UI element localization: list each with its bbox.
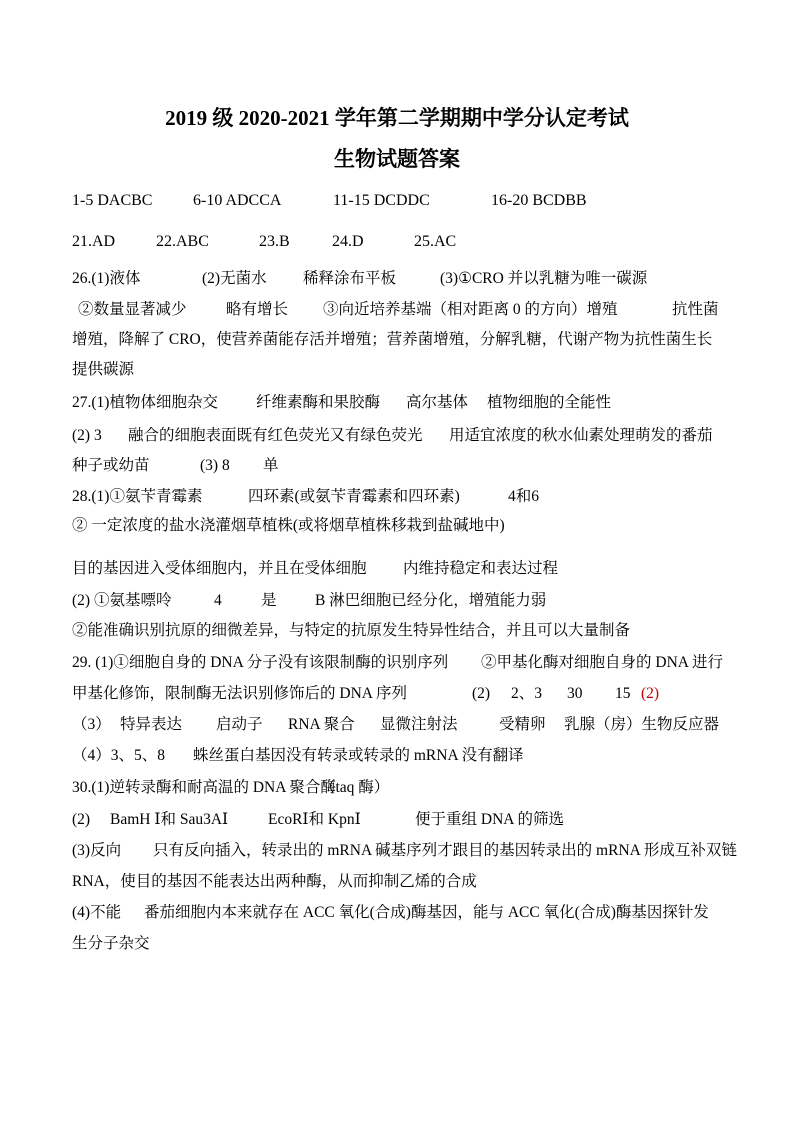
answer-line-q28-e [0,621,794,643]
answer-line-q28-d [0,591,794,613]
q27-part1a: 27.(1)植物体细胞杂交 [72,394,218,411]
q30-part2c: 便于重组 DNA 的筛选 [415,811,564,828]
answer-line-q29-d [0,746,794,768]
q28-part1e: 目的基因进入受体细胞内，并且在受体细胞 [72,560,367,577]
page-title: 2019 级 2020-2021 学年第二学期期中学分认定考试 [165,106,629,130]
answer-line-q26-c [0,330,794,352]
answer-line-q28-b [0,516,794,538]
answer-line-q26-b [0,300,794,322]
answer-line-q27-b [0,426,794,448]
q30-part3a: (3)反向 [72,842,122,859]
q28-part2b: 4 [214,592,222,609]
answer-line-q30-a [0,778,794,800]
answer-line-q30-e [0,903,794,925]
q29-part2c: 15 [615,685,631,702]
q26-part3e: 抗性菌 [672,301,719,318]
q26-part3c: 略有增长 [226,301,289,318]
q26-part2b: 稀释涂布平板 [303,270,397,287]
q26-part2a: (2)无菌水 [202,270,267,287]
answer-line-q30-d [0,872,794,894]
answer-line-mcq-1-20 [0,191,794,213]
q30-part2b: EcoRⅠ和 KpnⅠ [268,811,361,828]
q30-part2a: BamH Ⅰ和 Sau3AⅠ [110,811,229,828]
q26-explanation: 增殖，降解了 CRO，使营养菌能存活并增殖；营养菌增殖，分解乳糖，代谢产物为抗性菌生长 [72,331,713,348]
q26-part3a: (3)①CRO 并以乳糖为唯一碳源 [440,270,648,287]
q28-part1f: 内维持稳定和表达过程 [403,560,559,577]
q30-part4c: 生分子杂交 [72,935,150,952]
q28-part1a: 28.(1)①氨苄青霉素 [72,488,203,505]
answer-line-q29-a [0,653,794,675]
q28-part2d: B 淋巴细胞已经分化，增殖能力弱 [315,592,547,609]
q29-part2a: 2、3 [511,685,543,702]
q27-part1d: 植物细胞的全能性 [487,394,612,411]
answer-line-q27-c [0,456,794,478]
q26-part1: 26.(1)液体 [72,270,141,287]
q30-part4b: 番茄细胞内本来就存在 ACC 氧化(合成)酶基因，能与 ACC 氧化(合成)酶基因探针发 [144,904,709,921]
q29-part3b: 启动子 [216,716,263,733]
mcq-11-15: 11-15 DCDDC [333,192,430,209]
answer-line-mcq-21-25 [0,232,794,254]
q29-part3d: 显微注射法 [380,716,458,733]
q27-part1c: 高尔基体 [406,394,469,411]
q28-part1b: 四环素(或氨苄青霉素和四环素) [248,488,460,505]
mcq-25: 25.AC [414,233,457,250]
q30-part2-label: (2) [72,811,91,828]
q30-part4a: (4)不能 [72,904,122,921]
answer-line-q29-c [0,715,794,737]
q29-part3-label: （3） [72,716,111,733]
answer-line-q27-a [0,393,794,415]
mcq-22: 22.ABC [156,233,209,250]
q27-part3b: 单 [263,457,279,474]
q27-part2b: 融合的细胞表面既有红色荧光又有绿色荧光 [128,427,423,444]
page-subtitle: 生物试题答案 [334,147,460,171]
mcq-1-5: 1-5 DACBC [72,192,153,209]
q30-part3b: 只有反向插入，转录出的 mRNA 碱基序列才跟目的基因转录出的 mRNA 形成互补双链 [153,842,737,859]
mcq-21: 21.AD [72,233,116,250]
q28-part2a: (2) ①氨基嘌呤 [72,592,172,609]
q28-part2c: 是 [261,592,277,609]
q29-part1a: 29. (1)①细胞自身的 DNA 分子没有该限制酶的识别序列 [72,654,449,671]
mcq-6-10: 6-10 ADCCA [193,192,282,209]
answer-line-q30-b [0,810,794,832]
q28-part1d: ② 一定浓度的盐水浇灌烟草植株(或将烟草植株移栽到盐碱地中) [72,517,505,534]
q30-part3c: RNA，使目的基因不能表达出两种酶，从而抑制乙烯的合成 [72,873,477,890]
q29-part2b: 30 [567,685,583,702]
q29-part3e: 受精卵 [499,716,546,733]
mcq-16-20: 16-20 BCDBB [491,192,587,209]
q29-part3c: RNA 聚合 [288,716,355,733]
q27-part2a: (2) 3 [72,427,102,444]
q27-part1b: 纤维素酶和果胶酶 [256,394,381,411]
mcq-24: 24.D [332,233,364,250]
q26-part3b: ②数量显著减少 [78,301,187,318]
q28-part1c: 4和6 [508,488,540,505]
q27-part3a: (3) 8 [200,457,230,474]
answer-line-q29-b [0,684,794,706]
answer-line-q30-f [0,934,794,956]
mcq-23: 23.B [259,233,290,250]
answer-line-q26-d [0,360,794,382]
q27-part2d: 种子或幼苗 [72,457,150,474]
q29-part3a: 特异表达 [120,716,183,733]
q29-part4b: 蛛丝蛋白基因没有转录或转录的 mRNA 没有翻译 [193,747,524,764]
answer-line-q26-a [0,269,794,291]
q29-red-marker: (2) [641,685,660,702]
q29-part4a: （4）3、5、8 [72,747,166,764]
q28-part2e: ②能准确识别抗原的细微差异，与特定的抗原发生特异性结合，并且可以大量制备 [72,622,631,639]
answer-line-q28-a [0,487,794,509]
answer-line-q30-c [0,841,794,863]
q26-part3d: ③向近培养基端（相对距离 0 的方向）增殖 [323,301,618,318]
answer-line-q28-c [0,559,794,581]
q30-part1b: （taq 酶） [320,779,390,796]
q27-part2c: 用适宜浓度的秋水仙素处理萌发的番茄 [449,427,713,444]
q29-part3f: 乳腺（房）生物反应器 [564,716,720,733]
q29-part1b: ②甲基化酶对细胞自身的 DNA 进行 [481,654,723,671]
q29-part2-label: (2) [472,685,491,702]
q29-part1c: 甲基化修饰，限制酶无法识别修饰后的 DNA 序列 [72,685,407,702]
q30-part1a: 30.(1)逆转录酶和耐高温的 DNA 聚合酶 [72,779,336,796]
q26-explanation-end: 提供碳源 [72,361,135,378]
